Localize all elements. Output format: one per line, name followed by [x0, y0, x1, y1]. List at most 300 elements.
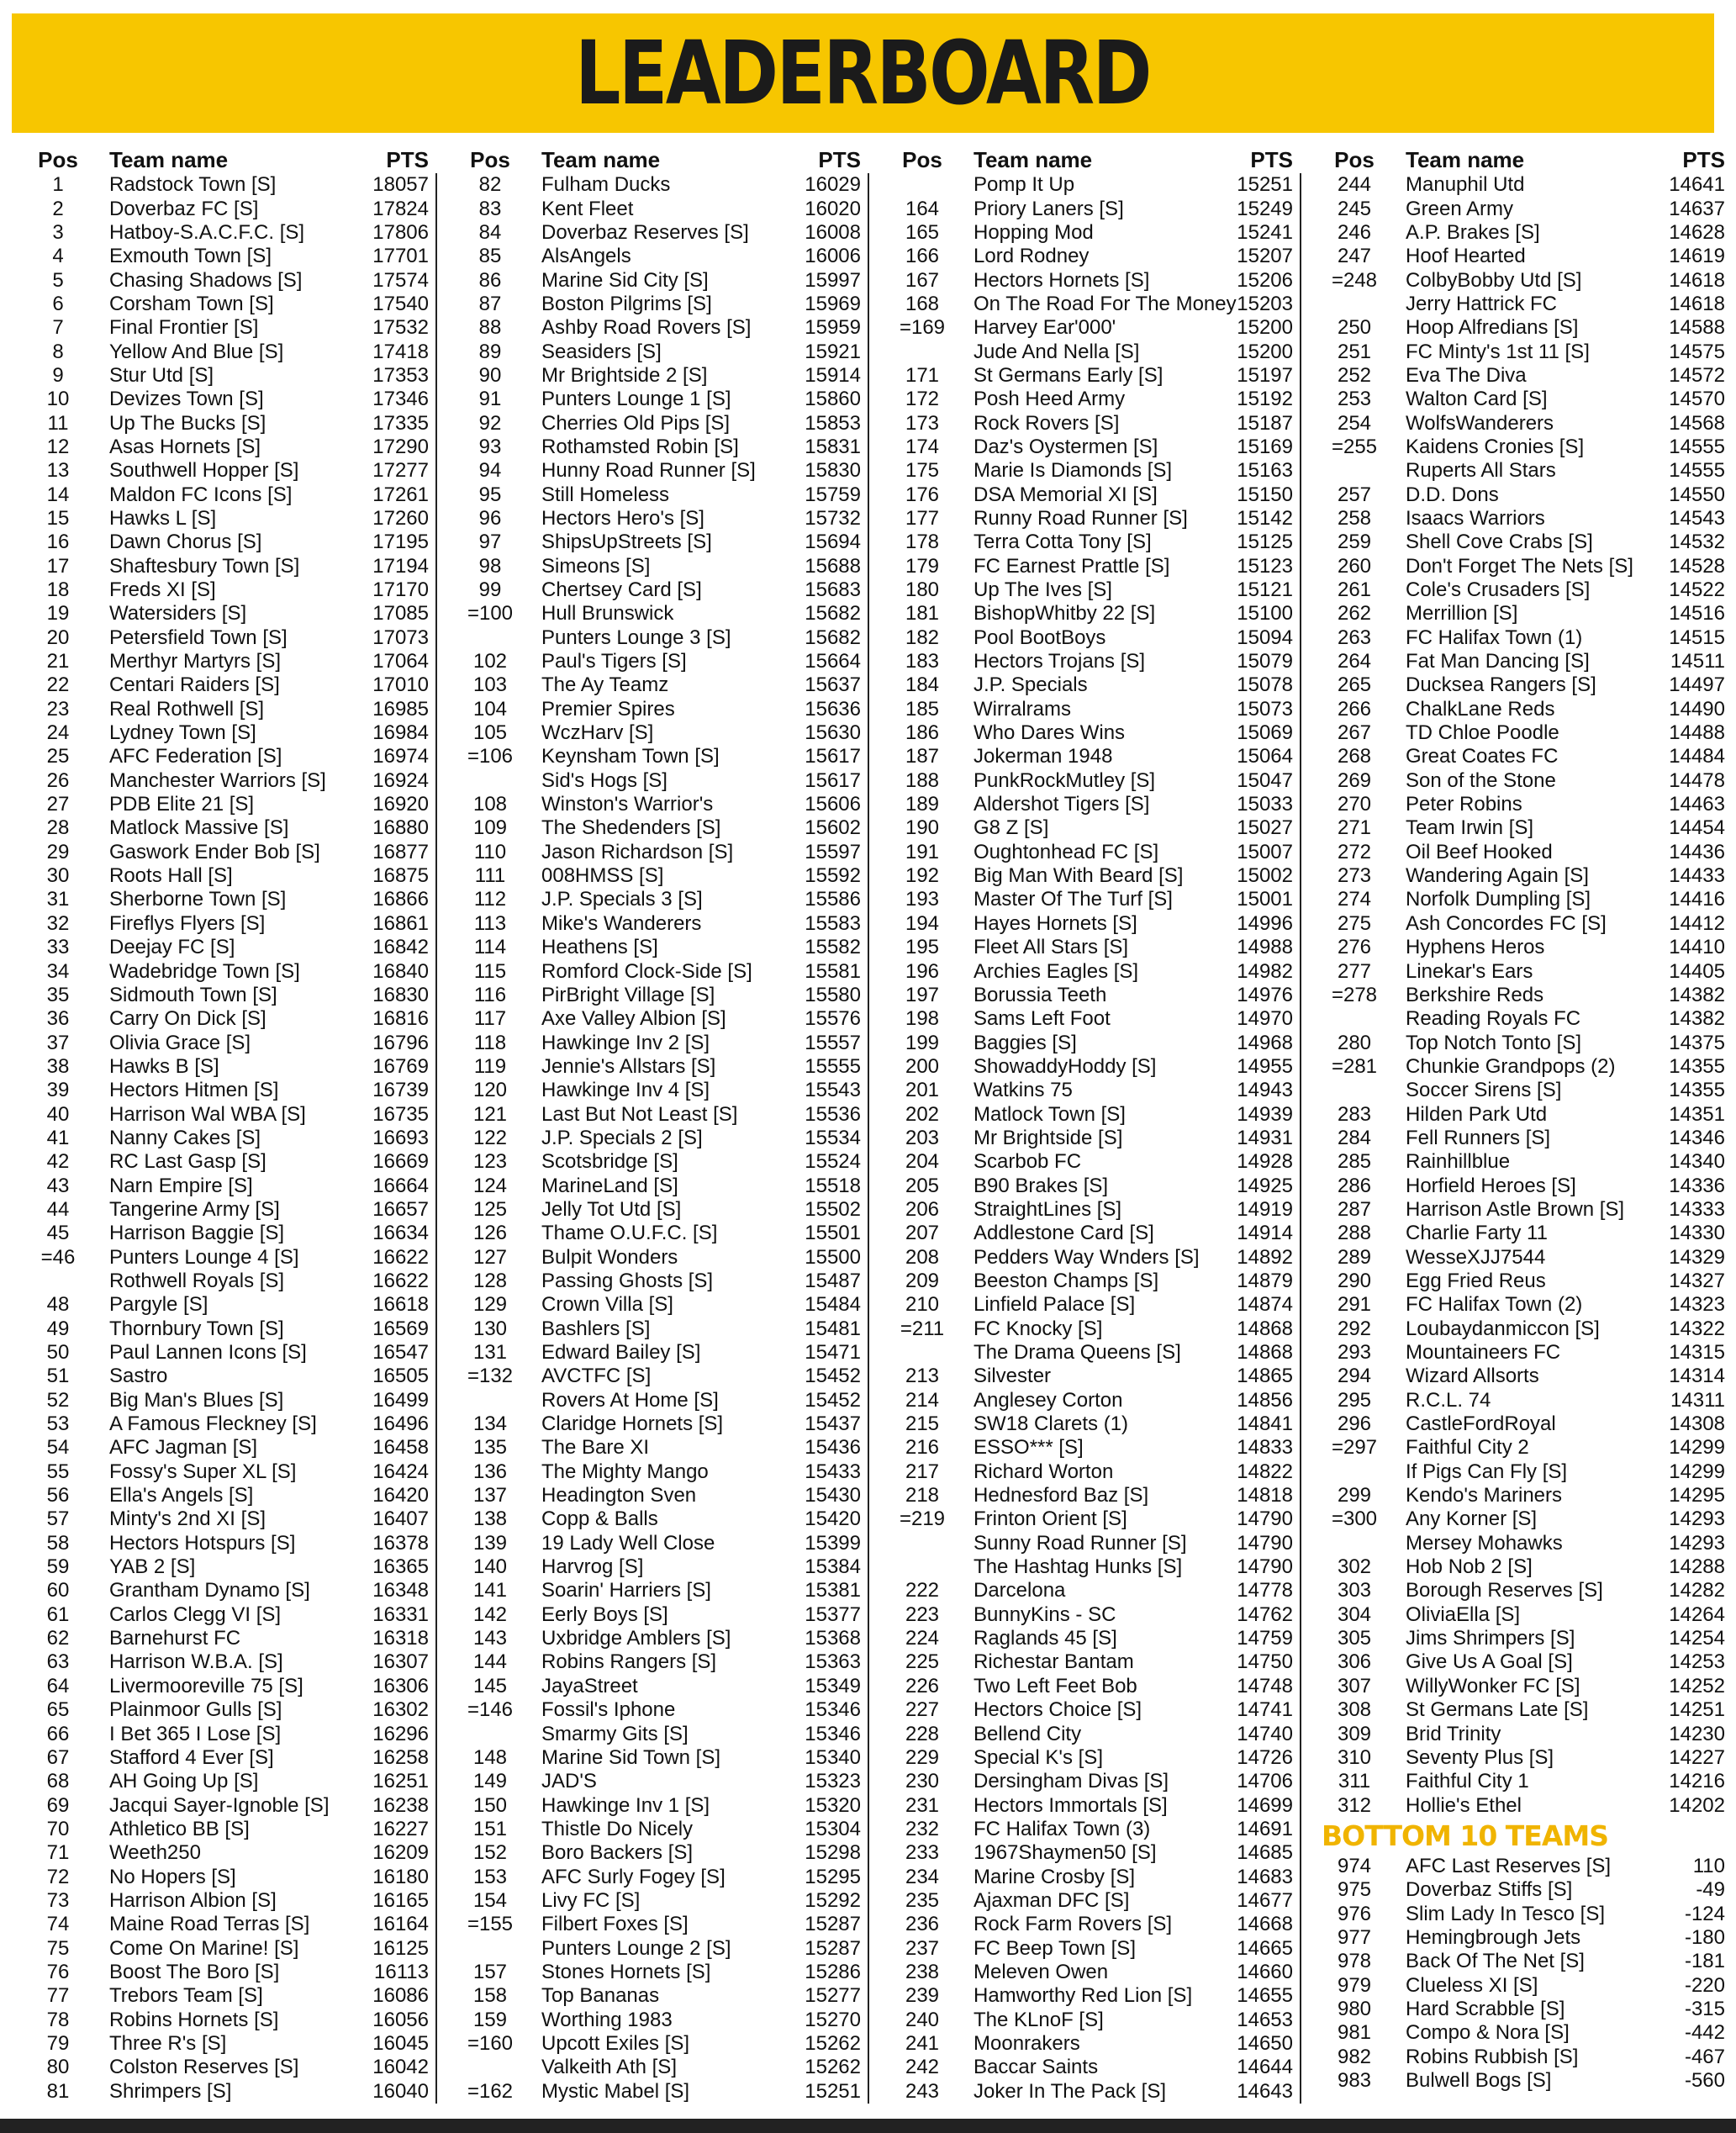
- points: -180: [1684, 1925, 1725, 1949]
- points: 14251: [1669, 1698, 1725, 1722]
- table-row: [876, 531, 1300, 554]
- team-name: FC Knocky [S]: [974, 1317, 1103, 1340]
- table-row: [444, 1484, 868, 1507]
- points: 15207: [1237, 245, 1293, 268]
- points: 15377: [805, 1602, 861, 1626]
- position: 76: [46, 1960, 70, 1983]
- column-header: [1308, 138, 1733, 173]
- table-row: [1308, 1436, 1733, 1460]
- team-name: Beeston Champs [S]: [974, 1269, 1159, 1292]
- table-row: [12, 531, 435, 554]
- points: 15079: [1237, 650, 1293, 673]
- position: 21: [46, 650, 70, 673]
- table-row: [1308, 864, 1733, 888]
- points: 15169: [1237, 435, 1293, 458]
- points: 14522: [1669, 578, 1725, 602]
- position: 42: [46, 1150, 70, 1174]
- table-row: [444, 769, 868, 793]
- team-name: Hamworthy Red Lion [S]: [974, 1984, 1193, 2008]
- team-name: Jason Richardson [S]: [541, 840, 734, 863]
- points: 14543: [1669, 506, 1725, 530]
- position: =297: [1331, 1436, 1378, 1460]
- points: 15363: [805, 1650, 861, 1674]
- team-name: Oughtonhead FC [S]: [974, 840, 1159, 863]
- points: 14288: [1669, 1555, 1725, 1579]
- position: 308: [1337, 1698, 1372, 1722]
- points: 14202: [1669, 1793, 1725, 1817]
- table-row: [876, 864, 1300, 888]
- points: 15286: [805, 1960, 861, 1983]
- points: 16496: [372, 1412, 429, 1436]
- position: 296: [1337, 1412, 1372, 1436]
- table-row: [444, 1913, 868, 1936]
- table-row: [12, 1412, 435, 1436]
- team-name: Ducksea Rangers [S]: [1406, 673, 1596, 697]
- table-row: [12, 1507, 435, 1531]
- position: 214: [905, 1388, 940, 1412]
- column-header: [12, 138, 437, 173]
- points: 15150: [1237, 483, 1293, 506]
- table-row: [876, 1532, 1300, 1555]
- table-row: [444, 959, 868, 983]
- team-name: Fireflys Flyers [S]: [109, 911, 266, 935]
- table-row: [444, 745, 868, 768]
- table-row: [12, 1150, 435, 1174]
- team-name: Fleet All Stars [S]: [974, 936, 1129, 959]
- position: 105: [472, 721, 508, 745]
- team-name: OliviaElla [S]: [1406, 1602, 1521, 1626]
- points: 17277: [372, 459, 429, 483]
- position: 206: [905, 1197, 940, 1221]
- points: 14299: [1669, 1436, 1725, 1460]
- points: 16296: [372, 1722, 429, 1745]
- team-name: Loubaydanmiccon [S]: [1406, 1317, 1600, 1340]
- team-name: Punters Lounge 4 [S]: [109, 1245, 299, 1269]
- team-name: Bellend City: [974, 1722, 1082, 1745]
- points: 15200: [1237, 340, 1293, 363]
- team-name: Marine Crosby [S]: [974, 1865, 1136, 1888]
- table-row: [876, 2032, 1300, 2056]
- position: 109: [472, 816, 508, 840]
- points: 14955: [1237, 1054, 1293, 1078]
- team-name: The Drama Queens [S]: [974, 1341, 1181, 1365]
- position: 25: [46, 745, 70, 768]
- table-row: [876, 316, 1300, 340]
- points: 15617: [805, 768, 861, 792]
- team-name: Last But Not Least [S]: [541, 1102, 738, 1126]
- team-name: Minty's 2nd XI [S]: [109, 1507, 266, 1531]
- points: 15500: [805, 1245, 861, 1269]
- team-name: Ajaxman DFC [S]: [974, 1888, 1130, 1912]
- points: 14665: [1237, 1936, 1293, 1960]
- position: 12: [46, 435, 70, 458]
- points: 14327: [1669, 1269, 1725, 1292]
- team-name: WczHarv [S]: [541, 721, 654, 745]
- table-row: [12, 841, 435, 864]
- header-team-name: Team name: [109, 147, 229, 172]
- table-row: [876, 1365, 1300, 1388]
- points: 15853: [805, 411, 861, 435]
- position: 304: [1337, 1602, 1372, 1626]
- team-name: Seasiders [S]: [541, 340, 662, 363]
- table-row: [1308, 1878, 1733, 1902]
- team-name: Upcott Exiles [S]: [541, 2031, 690, 2055]
- table-row: [12, 793, 435, 816]
- table-row: [444, 578, 868, 602]
- team-name: Trebors Team [S]: [109, 1984, 263, 2008]
- table-row: [12, 721, 435, 745]
- position: 89: [478, 340, 502, 363]
- points: 15200: [1237, 316, 1293, 340]
- table-row: [876, 816, 1300, 840]
- team-name: The KLnoF [S]: [974, 2008, 1104, 2031]
- position: 87: [478, 292, 502, 315]
- table-row: [1308, 936, 1733, 959]
- points: 16407: [372, 1507, 429, 1531]
- position: 177: [905, 506, 940, 530]
- position: 264: [1337, 650, 1372, 673]
- points: 15481: [805, 1317, 861, 1340]
- rows: [12, 173, 437, 2104]
- position: 20: [46, 626, 70, 649]
- points: 14641: [1669, 173, 1725, 197]
- position: 983: [1337, 2068, 1372, 2092]
- points: 14740: [1237, 1722, 1293, 1745]
- position: 179: [905, 554, 940, 578]
- position: 168: [905, 292, 940, 315]
- table-row: [12, 698, 435, 721]
- team-name: Hawkinge Inv 2 [S]: [541, 1031, 710, 1054]
- team-name: JAD'S: [541, 1770, 597, 1793]
- points: 14216: [1669, 1770, 1725, 1793]
- points: 14314: [1669, 1365, 1725, 1388]
- team-name: If Pigs Can Fly [S]: [1406, 1460, 1568, 1483]
- position: 72: [46, 1865, 70, 1888]
- team-name: Great Coates FC: [1406, 745, 1559, 768]
- team-name: WesseXJJ7544: [1406, 1245, 1546, 1269]
- table-row: [12, 1627, 435, 1650]
- table-row: [1308, 1770, 1733, 1793]
- points: 15606: [805, 793, 861, 816]
- points: 16984: [372, 721, 429, 745]
- points: 14511: [1670, 650, 1725, 673]
- header-pos: Pos: [1334, 147, 1375, 172]
- points: 14939: [1237, 1102, 1293, 1126]
- position: 8: [52, 340, 64, 363]
- points: 15536: [805, 1102, 861, 1126]
- table-row: [12, 436, 435, 459]
- team-name: Exmouth Town [S]: [109, 245, 272, 268]
- position: 51: [46, 1365, 70, 1388]
- points: 14322: [1669, 1317, 1725, 1340]
- position: 137: [472, 1484, 508, 1507]
- table-row: [12, 555, 435, 578]
- position: 272: [1337, 840, 1372, 863]
- position: 103: [472, 673, 508, 697]
- position: 233: [905, 1841, 940, 1865]
- team-name: Harvrog [S]: [541, 1555, 644, 1579]
- table-row: [12, 1245, 435, 1269]
- table-row: [12, 1317, 435, 1341]
- points: 14253: [1669, 1650, 1725, 1674]
- position: 138: [472, 1507, 508, 1531]
- header-pts: PTS: [1682, 147, 1725, 172]
- table-row: [12, 2080, 435, 2104]
- points: 14355: [1669, 1079, 1725, 1102]
- position: 81: [46, 2079, 70, 2103]
- position: =46: [40, 1245, 76, 1269]
- table-row: [876, 293, 1300, 316]
- points: 14841: [1237, 1412, 1293, 1436]
- table-row: [12, 1436, 435, 1460]
- points: 15292: [805, 1888, 861, 1912]
- team-name: Watersiders [S]: [109, 602, 247, 626]
- points: 14790: [1237, 1555, 1293, 1579]
- points: 16365: [372, 1555, 429, 1579]
- position: 85: [478, 245, 502, 268]
- position: 198: [905, 1007, 940, 1031]
- team-name: Seventy Plus [S]: [1406, 1745, 1554, 1769]
- team-name: Doverbaz Reserves [S]: [541, 220, 749, 244]
- points: 15694: [805, 531, 861, 554]
- position: 90: [478, 363, 502, 387]
- table-row: [12, 1913, 435, 1936]
- points: 15381: [805, 1579, 861, 1602]
- points: 15125: [1237, 531, 1293, 554]
- table-row: [444, 173, 868, 197]
- points: 14382: [1669, 1007, 1725, 1031]
- position: 75: [46, 1936, 70, 1960]
- points: 15597: [805, 840, 861, 863]
- points: 15100: [1237, 602, 1293, 626]
- points: 15121: [1237, 578, 1293, 602]
- team-name: Wandering Again [S]: [1406, 864, 1589, 888]
- table-row: [1308, 1412, 1733, 1436]
- table-row: [1308, 602, 1733, 626]
- table-row: [1308, 1722, 1733, 1745]
- points: 16006: [805, 245, 861, 268]
- points: 14970: [1237, 1007, 1293, 1031]
- points: 15921: [805, 340, 861, 363]
- team-name: Don't Forget The Nets [S]: [1406, 554, 1633, 578]
- points: 15073: [1237, 697, 1293, 721]
- position: 60: [46, 1579, 70, 1602]
- table-row: [876, 1984, 1300, 2008]
- team-name: Pomp It Up: [974, 173, 1075, 197]
- table-row: [444, 1174, 868, 1197]
- team-name: Roots Hall [S]: [109, 864, 233, 888]
- points: 14822: [1237, 1460, 1293, 1483]
- table-row: [12, 2056, 435, 2079]
- points: 15682: [805, 602, 861, 626]
- position: 150: [472, 1793, 508, 1817]
- team-name: Hob Nob 2 [S]: [1406, 1555, 1533, 1579]
- position: 23: [46, 697, 70, 721]
- points: 15759: [805, 483, 861, 506]
- position: 239: [905, 1984, 940, 2008]
- position: 98: [478, 554, 502, 578]
- team-name: Hilden Park Utd: [1406, 1102, 1548, 1126]
- points: 15249: [1237, 197, 1293, 220]
- position: 34: [46, 959, 70, 983]
- team-name: Meleven Owen: [974, 1960, 1109, 1983]
- position: 80: [46, 2056, 70, 2079]
- table-row: [876, 2056, 1300, 2079]
- team-name: Jelly Tot Utd [S]: [541, 1197, 682, 1221]
- table-row: [1308, 293, 1733, 316]
- team-name: Kendo's Mariners: [1406, 1484, 1562, 1507]
- position: 257: [1337, 483, 1372, 506]
- position: 286: [1337, 1174, 1372, 1197]
- team-name: Mountaineers FC: [1406, 1341, 1561, 1365]
- table-row: [1308, 1998, 1733, 2021]
- team-name: R.C.L. 74: [1406, 1388, 1491, 1412]
- position: 216: [905, 1436, 940, 1460]
- table-row: [12, 1603, 435, 1627]
- table-row: [12, 1936, 435, 1960]
- points: 17353: [372, 363, 429, 387]
- table-row: [876, 411, 1300, 435]
- points: 14436: [1669, 840, 1725, 863]
- points: 17540: [372, 292, 429, 315]
- table-row: [1308, 888, 1733, 911]
- header-pts: PTS: [818, 147, 861, 172]
- position: 309: [1337, 1722, 1372, 1745]
- table-row: [444, 841, 868, 864]
- team-name: Harrison Astle Brown [S]: [1406, 1197, 1625, 1221]
- table-row: [444, 1507, 868, 1531]
- position: 244: [1337, 173, 1372, 197]
- table-row: [1308, 459, 1733, 483]
- table-row: [12, 459, 435, 483]
- table-row: [876, 173, 1300, 197]
- points: 14750: [1237, 1650, 1293, 1674]
- position: 226: [905, 1674, 940, 1697]
- column-header: [444, 138, 869, 173]
- position: 136: [472, 1460, 508, 1483]
- position: 245: [1337, 197, 1372, 220]
- team-name: Big Man With Beard [S]: [974, 864, 1184, 888]
- points: 15436: [805, 1436, 861, 1460]
- team-name: Sastro: [109, 1365, 168, 1388]
- position: 238: [905, 1960, 940, 1983]
- position: 131: [472, 1341, 508, 1365]
- position: 30: [46, 864, 70, 888]
- points: 16165: [372, 1888, 429, 1912]
- team-name: Smarmy Gits [S]: [541, 1722, 689, 1745]
- points: 14330: [1669, 1222, 1725, 1245]
- position: 277: [1337, 959, 1372, 983]
- table-row: [444, 1007, 868, 1031]
- points: 16227: [372, 1817, 429, 1840]
- points: -220: [1684, 1973, 1725, 1997]
- table-row: [12, 1722, 435, 1745]
- points: 14699: [1237, 1793, 1293, 1817]
- team-name: Ashby Road Rovers [S]: [541, 316, 752, 340]
- position: 6: [52, 292, 64, 315]
- points: 14653: [1237, 2008, 1293, 2031]
- team-name: Pedders Way Wnders [S]: [974, 1245, 1200, 1269]
- team-name: Cherries Old Pips [S]: [541, 411, 731, 435]
- table-row: [12, 268, 435, 292]
- team-name: Horfield Heroes [S]: [1406, 1174, 1576, 1197]
- team-name: Hopping Mod: [974, 220, 1094, 244]
- team-name: Posh Heed Army: [974, 388, 1126, 411]
- points: 17574: [372, 268, 429, 292]
- points: 14619: [1669, 245, 1725, 268]
- points: 15636: [805, 697, 861, 721]
- points: 14252: [1669, 1674, 1725, 1697]
- position: 270: [1337, 793, 1372, 816]
- position: 7: [52, 316, 64, 340]
- table-row: [444, 1389, 868, 1412]
- table-row: [444, 1365, 868, 1388]
- table-row: [444, 268, 868, 292]
- position: 44: [46, 1197, 70, 1221]
- team-name: Marine Sid Town [S]: [541, 1745, 720, 1769]
- team-name: Punters Lounge 1 [S]: [541, 388, 731, 411]
- points: 15287: [805, 1913, 861, 1936]
- points: 14726: [1237, 1745, 1293, 1769]
- table-row: [444, 316, 868, 340]
- points: 15399: [805, 1531, 861, 1555]
- table-row: [444, 1293, 868, 1317]
- position: 182: [905, 626, 940, 649]
- position: 208: [905, 1245, 940, 1269]
- table-row: [876, 1007, 1300, 1031]
- position: 94: [478, 459, 502, 483]
- table-row: [12, 745, 435, 768]
- position: 82: [478, 173, 502, 197]
- team-name: Jennie's Allstars [S]: [541, 1054, 716, 1078]
- position: 35: [46, 983, 70, 1006]
- team-name: Jims Shrimpers [S]: [1406, 1627, 1575, 1650]
- position: 195: [905, 936, 940, 959]
- position: 114: [473, 936, 507, 959]
- points: 14346: [1669, 1126, 1725, 1149]
- points: 14879: [1237, 1269, 1293, 1292]
- points: 15433: [805, 1460, 861, 1483]
- points: 14515: [1669, 626, 1725, 649]
- position: 158: [472, 1984, 508, 2008]
- table-row: [12, 1555, 435, 1579]
- team-name: Wizard Allsorts: [1406, 1365, 1539, 1388]
- points: 14914: [1237, 1222, 1293, 1245]
- header-pos: Pos: [470, 147, 510, 172]
- table-row: [444, 673, 868, 697]
- points: 14336: [1669, 1174, 1725, 1197]
- position: 258: [1337, 506, 1372, 530]
- points: 16622: [372, 1269, 429, 1292]
- table-row: [876, 1603, 1300, 1627]
- team-name: Chasing Shadows [S]: [109, 268, 303, 292]
- points: 14996: [1237, 911, 1293, 935]
- team-name: Darcelona: [974, 1579, 1066, 1602]
- position: 230: [905, 1770, 940, 1793]
- points: 15586: [805, 888, 861, 911]
- position: 253: [1337, 388, 1372, 411]
- table-row: [1308, 1603, 1733, 1627]
- table-row: [444, 293, 868, 316]
- header-pts: PTS: [386, 147, 429, 172]
- team-name: Merthyr Martyrs [S]: [109, 650, 282, 673]
- points: 16331: [372, 1602, 429, 1626]
- team-name: Hawkinge Inv 4 [S]: [541, 1079, 710, 1102]
- position: 183: [905, 650, 940, 673]
- table-row: [1308, 1698, 1733, 1722]
- team-name: Hectors Hornets [S]: [974, 268, 1150, 292]
- position: 37: [46, 1031, 70, 1054]
